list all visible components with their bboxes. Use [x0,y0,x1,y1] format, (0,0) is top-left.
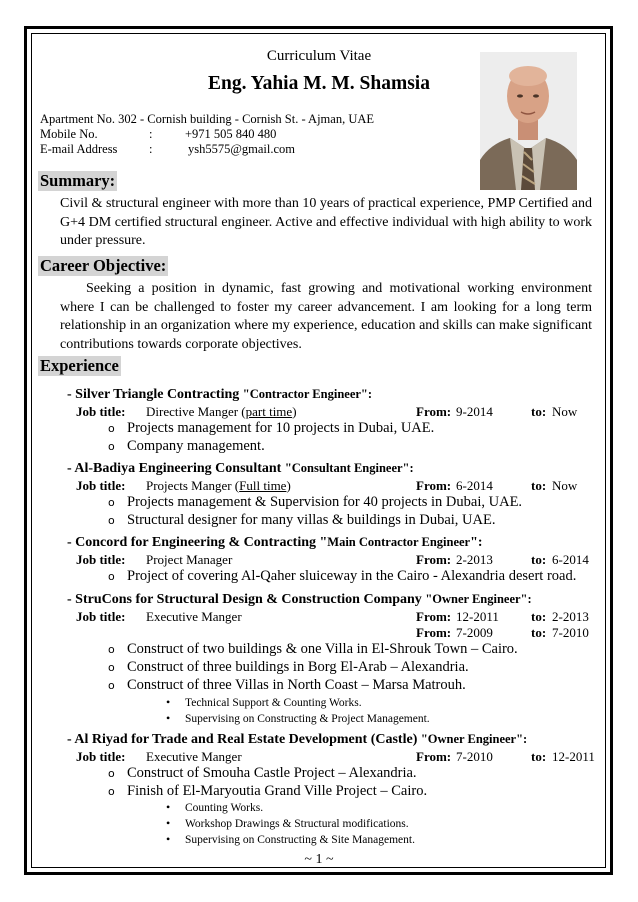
from-label: From: [416,749,452,764]
document-title: Curriculum Vitae [266,48,372,64]
mobile-value: +971 505 840 480 [185,127,277,141]
company-name: - Silver Triangle Contracting [67,387,240,402]
job-title-label: Job title: [76,749,126,764]
list-item: o Company management. [108,438,265,454]
company-role: "Contractor Engineer": [242,387,373,401]
job-title-value: Executive Manger [146,749,242,764]
summary-heading: Summary: [40,171,116,190]
sub-list-item: • Counting Works. [166,800,264,814]
company-role: "Owner Engineer": [425,592,532,606]
list-item: o Construct of Smouha Castle Project – Alexandria. [108,765,417,781]
job-title-value: Projects Manger (Full time) [146,478,291,493]
company-name: - Al-Badiya Engineering Consultant [67,461,282,476]
list-item: o Projects management for 10 projects in Dubai, UAE. [108,420,435,436]
to-label: to: [531,478,547,493]
to-label: to: [531,609,547,624]
list-item: o Project of covering Al-Qaher sluiceway in the Cairo - Alexandria desert road. [108,568,577,584]
list-item: o Structural designer for many villas & buildings in Dubai, UAE. [108,512,496,528]
email-value: ysh5575@gmail.com [188,142,295,156]
mobile-label: Mobile No. [40,127,98,141]
to-label: to: [531,404,547,419]
profile-photo [480,52,577,190]
email-label: E-mail Address [40,142,118,156]
job-title-value: Executive Manger [146,609,242,624]
to-date: 6-2014 [552,552,589,567]
experience-company: - Concord for Engineering & Contracting "Main Contractor Engineer": [67,535,483,550]
page-number: ~ 1 ~ [304,852,334,867]
career-objective-heading: Career Objective: [40,256,167,275]
experience-company [67,461,414,477]
job-title-value: Project Manager [146,552,233,567]
from-date: 2-2013 [456,552,493,567]
list-item: o Projects management & Supervision for 40 projects in Dubai, UAE. [108,494,523,510]
list-item: o Construct of two buildings & one Villa in El-Shrouk Town – Cairo. [108,641,518,657]
from-label: From: [416,478,452,493]
candidate-name: Eng. Yahia M. M. Shamsia [208,73,430,94]
summary-text: Civil & structural engineer with more than 10 years of practical experience, PMP Certified and G+4 DM certified structural engineer. Active and effective individual with high ability to work under pressure. [60,196,592,248]
from-date: 9-2014 [456,404,493,419]
to-label: to: [531,749,547,764]
profile-photo-graphic [480,52,577,190]
company-role: Main Contractor Engineer [327,535,471,549]
company-role: "Owner Engineer": [420,732,528,746]
sub-list-item: • Supervising on Constructing & Site Management. [166,832,415,846]
email-separator: : [149,142,153,156]
list-item: o Construct of three buildings in Borg El-Arab – Alexandria. [108,659,469,675]
job-title-value: Directive Manger (part time) [146,404,297,419]
sub-list-item: • Technical Support & Counting Works. [166,695,362,709]
sub-list-item: • Workshop Drawings & Structural modifications. [166,816,409,830]
experience-company [67,732,527,748]
from-date: 12-2011 [456,609,499,624]
to-date: 12-2011 [552,749,595,764]
from-date: 6-2014 [456,478,493,493]
address-line: Apartment No. 302 - Cornish building - Cornish St. - Ajman, UAE [40,112,375,126]
mobile-separator: : [149,127,153,141]
from-label: From: [416,609,452,624]
career-objective-text: Seeking a position in dynamic, fast growing and motivational working environment where I can be challenged to foster my career advancement. I am looking for a long term relationship in an organization where my experience, education and skills can make significant contributions towards corporate objectives. [60,281,592,352]
experience-heading: Experience [40,356,119,375]
company-name: - StruCons for Structural Design & Construction Company [67,592,422,607]
to-label: to: [531,552,547,567]
job-title-label: Job title: [76,404,126,419]
job-title-label: Job title: [76,609,126,624]
list-item: o Construct of three Villas in North Coast – Marsa Matrouh. [108,677,466,693]
experience-company [67,387,372,403]
to-date: 2-2013 [552,609,589,624]
sub-list-item: • Supervising on Constructing & Project Management. [166,711,430,725]
job-title-label: Job title: [76,552,126,567]
list-item: o Finish of El-Maryoutia Grand Ville Project – Cairo. [108,783,428,799]
to-label: to: [531,625,547,640]
to-date: 7-2010 [552,625,589,640]
from-date: 7-2009 [456,625,493,640]
company-role: "Consultant Engineer": [284,461,414,475]
to-date: Now [552,478,578,493]
company-name: - Concord for Engineering & Contracting " [67,535,328,550]
job-title-label: Job title: [76,478,126,493]
from-label: From: [416,552,452,567]
experience-company [67,592,532,608]
from-date: 7-2010 [456,749,493,764]
to-date: Now [552,404,578,419]
company-name: - Al Riyad for Trade and Real Estate Development (Castle) [67,732,418,747]
from-label: From: [416,404,452,419]
from-label: From: [416,625,452,640]
